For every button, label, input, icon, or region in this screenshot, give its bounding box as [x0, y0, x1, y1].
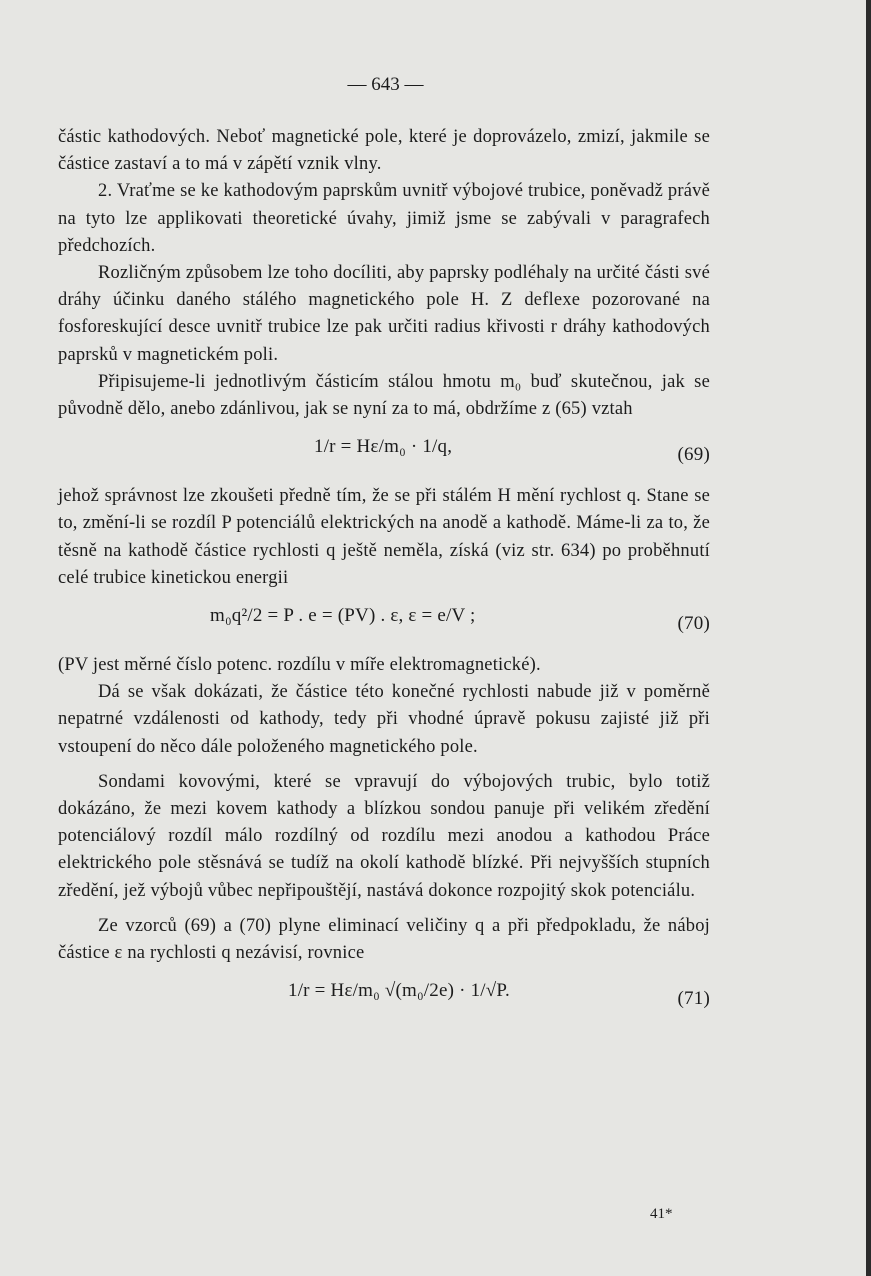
paragraph: částic kathodových. Neboť magnetické pole, které je doprovázelo, zmizí, jakmile se částice zastaví a to má v zápětí vznik vlny. — [58, 127, 710, 175]
page-number: — 643 — — [347, 74, 424, 95]
paragraph: Připisujeme-li jednotlivým částicím stálou hmotu m₀ buď skutečnou, jak se původně dělo, anebo zdánlivou, jak se nyní za to má, obdržíme z (65) vztah — [58, 371, 710, 420]
paragraph: (PV jest měrné číslo potenc. rozdílu v míře elektromagnetické). — [58, 655, 541, 676]
formula: 1/r = Hε/m₀ √(m₀/2e) · 1/√P. — [288, 980, 510, 1002]
paragraph: Ze vzorců (69) a (70) plyne eliminací veličiny q a při předpokladu, že náboj částice ε na rychlosti q nezávisí, rovnice — [58, 915, 710, 964]
formula: m₀q²/2 = P . e = (PV) . ε, ε = e/V ; — [210, 605, 476, 627]
equation-number: (69) — [677, 444, 710, 466]
paragraph: jehož správnost lze zkoušeti předně tím, že se při stálém H mění rychlost q. Stane se to, změní-li se rozdíl P potenciálů elektrických na anodě a kathodě. Máme-li za to, že těsně na kathodě částice rychlosti q ještě neměla, získá (viz str. 634) po proběhnutí celé trubice kinetickou energii — [58, 486, 710, 588]
body-text — [58, 124, 710, 1027]
paragraph: 2. Vraťme se ke kathodovým paprskům uvnitř výbojové trubice, poněvadž právě na tyto lze applikovati theoretické úvahy, jimiž jsme se zabývali v paragrafech předchozích. — [58, 181, 710, 256]
equation-70 — [58, 592, 710, 652]
equation-71 — [58, 967, 710, 1027]
formula: 1/r = Hε/m₀ · 1/q, — [314, 436, 453, 458]
paragraph: Rozličným způsobem lze toho docíliti, aby paprsky podléhaly na určité části své dráhy účinku daného stálého magnetického pole H. Z deflexe pozorované na fosforeskující desce uvnitř trubice lze pak určiti radius křivosti r dráhy kathodových paprsků v magnetickém poli. — [58, 263, 710, 365]
equation-69 — [58, 423, 710, 483]
page-edge — [866, 0, 871, 1276]
signature-mark: 41* — [650, 1206, 673, 1222]
equation-number: (70) — [677, 613, 710, 635]
equation-number: (71) — [677, 988, 710, 1010]
paragraph: Sondami kovovými, které se vpravují do výbojových trubic, bylo totiž dokázáno, že mezi kovem kathody a blízkou sondou panuje při velikém zředění potenciálový rozdíl málo rozdílný od rozdílu mezi anodou a kathodou Práce elektrického pole stěsnává se tudíž na okolí kathodě blízké. Při nejvyšších stupních zředění, jež výbojů vůbec nepřipouštějí, nastává dokonce rozpojitý skok potenciálu. — [58, 771, 710, 901]
paragraph: Dá se však dokázati, že částice této konečné rychlosti nabude již v poměrně nepatrné vzdálenosti od kathody, tedy při vhodné úpravě pokusu zajisté již při vstoupení do něco dále položeného magnetického pole. — [58, 682, 710, 757]
